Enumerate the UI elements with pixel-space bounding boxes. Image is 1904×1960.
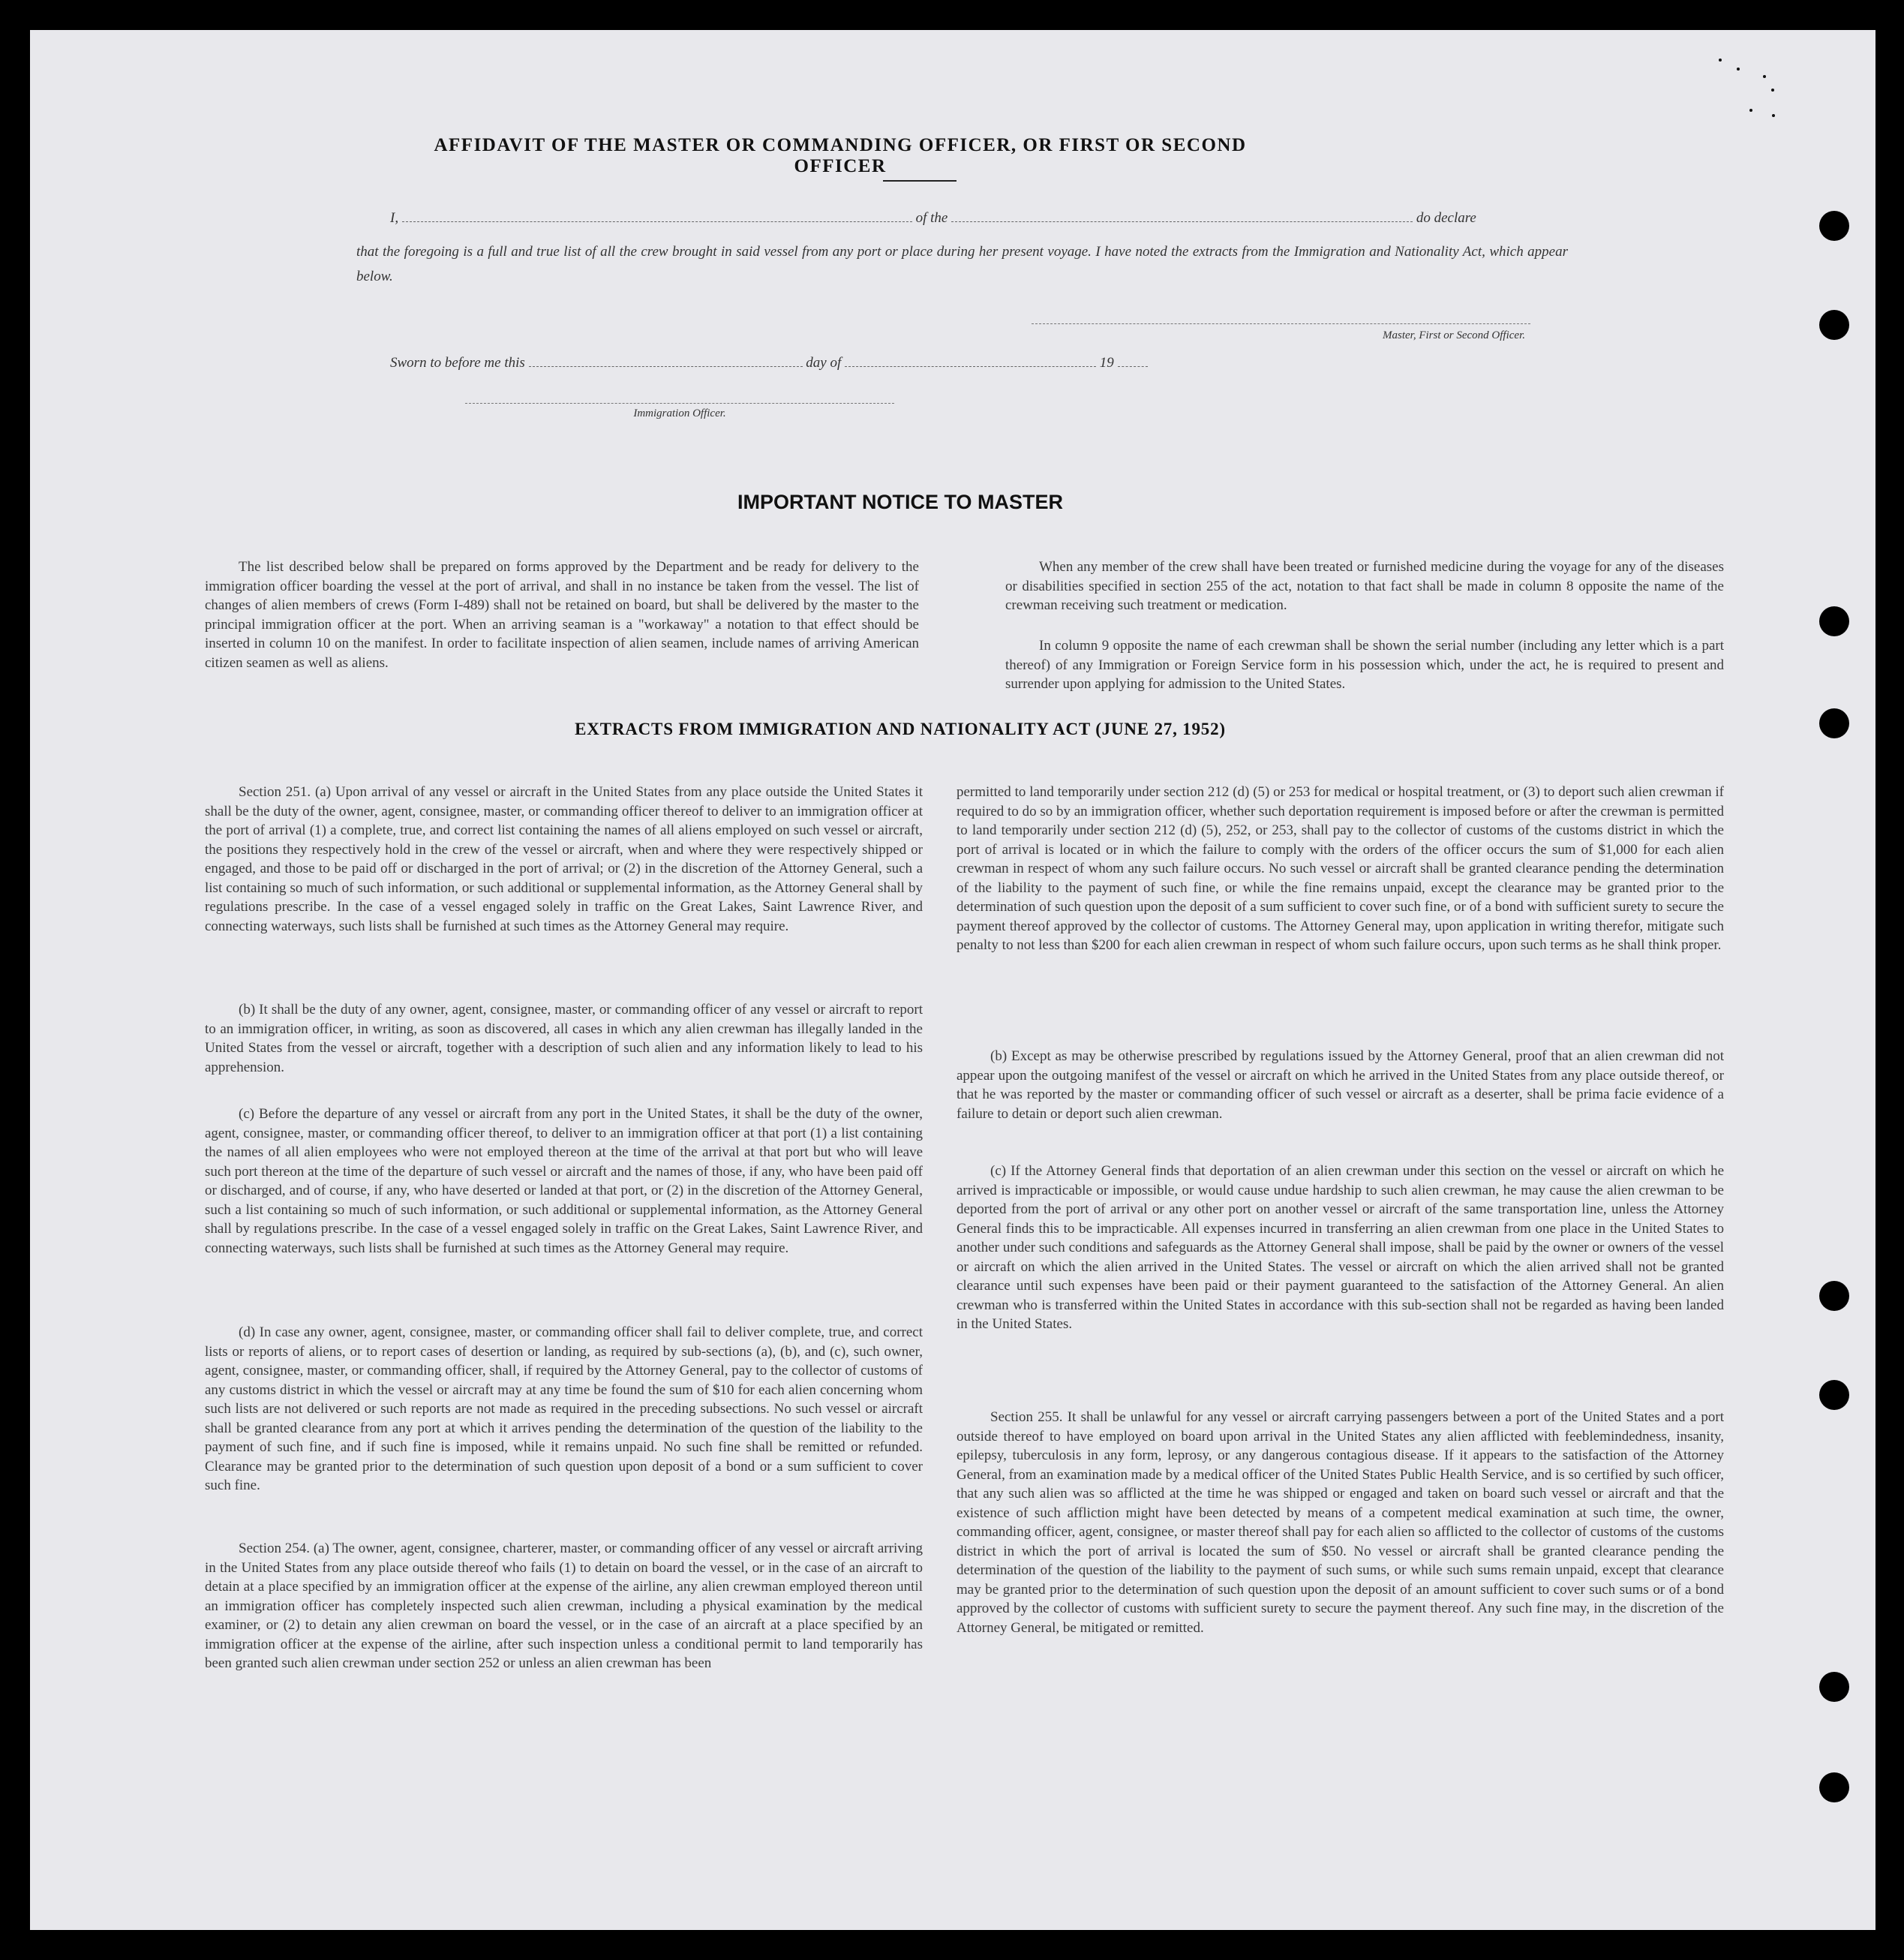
extracts-title: EXTRACTS FROM IMMIGRATION AND NATIONALITY ACT (JUNE 27, 1952) <box>575 720 1226 738</box>
section-254-c: (c) If the Attorney General finds that deportation of an alien crewman under this section on the vessel or aircraft on which he arrived is impracticable or impossible, or would cause undue hardship to such alien crewman, he may cause the alien crewman to be deported from the port of arrival or any other port on another vessel or aircraft of the same transportation line, unless the Attorney General finds this to be impracticable. All expenses incurred in transferring an alien crewman from one place in the United States to another under such conditions and safeguards as the Attorney General shall impose, shall be paid by the owner or owners of the vessel or aircraft on which the alien arrived in the United States. The vessel or aircraft on which the alien arrived shall not be granted clearance until such expenses have been paid or their payment guaranteed to the satisfaction of the Attorney General. An alien crewman who is transferred within the United States in accordance with this sub-section shall not be regarded as having been landed in the United States. <box>957 1163 1724 1332</box>
master-signature-line[interactable] <box>1032 323 1530 324</box>
scan-speck <box>1749 109 1752 112</box>
scan-speck <box>1772 114 1775 117</box>
binder-hole <box>1819 1772 1849 1802</box>
notice-paragraph: The list described below shall be prepared on forms approved by the Department and be ready for delivery to the immigration officer boarding the vessel at the port of arrival, and shall in no instance be taken from the vessel. The list of changes of alien members of crews (Form I-489) shall not be retained on board, but shall be delivered by the master to the principal immigration officer at the port. When an arriving seaman is a "workaway" a notation to that effect should be inserted in column 10 on the manifest. In order to facilitate inspection of alien seamen, include names of arriving American citizen seamen as well as aliens. <box>205 559 919 671</box>
document-page <box>30 30 1875 1930</box>
name-blank[interactable] <box>402 211 912 222</box>
declaration-text: that the foregoing is a full and true list of all the crew brought in said vessel from any port or place during her present voyage. I have noted the extracts from the Immigration and Nationality Act, which appear below. <box>356 244 1568 284</box>
sworn-line <box>390 355 1148 371</box>
section-254-a: Section 254. (a) The owner, agent, consignee, charterer, master, or commanding officer of any vessel or aircraft arriving in the United States from any place outside thereof who fails (1) to detain on board the vessel, or in the case of an aircraft to detain at a place specified by an immigration officer at the expense of the airline, any alien crewman employed thereon until an immigration officer has completely inspected such alien crewman, including a physical examination by the medical examiner, or (2) to detain any alien crewman on board the vessel, or in the case of an aircraft at a place specified by an immigration officer at the expense of the airline, after such inspection unless a conditional permit to land temporarily has been granted such alien crewman under section 252 or unless an alien crewman has been <box>205 1541 923 1671</box>
section-251-d: (d) In case any owner, agent, consignee, master, or commanding officer shall fail to deliver complete, true, and correct lists or reports of aliens, or to report cases of desertion or landing, as required by sub-sections (a), (b), and (c), such owner, agent, consignee, master, or commanding officer, shall, if required by the Attorney General, pay to the collector of customs of any customs district in which the vessel or aircraft may at any time be found the sum of $10 for each alien concerning whom such lists are not delivered or such reports are not made as required in the preceding subsections. No such vessel or aircraft shall be granted clearance from any port at which it arrives pending the determination of the question of the liability to the payment of such fine, and if such fine is imposed, while it remains unpaid. No such fine shall be remitted or refunded. Clearance may be granted prior to the determination of such question upon deposit of a bond or a sum sufficient to cover such fine. <box>205 1324 923 1493</box>
day-blank[interactable] <box>529 356 803 367</box>
sworn-label: Sworn to before me this <box>390 355 525 371</box>
binder-hole <box>1819 708 1849 738</box>
notice-paragraph: In column 9 opposite the name of each crewman shall be shown the serial number (including any letter which is a part thereof) of any Immigration or Foreign Service form in his possession which, under the act, he is required to present and surrender upon applying for admission to the United States. <box>1005 638 1724 692</box>
binder-hole <box>1819 1380 1849 1410</box>
binder-hole <box>1819 1281 1849 1311</box>
section-255: Section 255. It shall be unlawful for any vessel or aircraft carrying passengers between a port of the United States and a port outside thereof to have employed on board upon arrival in the United States any alien afflicted with feeblemindedness, insanity, epilepsy, tuberculosis in any form, leprosy, or any dangerous contagious disease. If it appears to the satisfaction of the Attorney General, from an examination made by a medical officer of the United States Public Health Service, and is so certified by such officer, that any such alien was so afflicted at the time he was shipped or engaged and taken on board such vessel or aircraft and that the existence of such affliction might have been detected by means of a competent medical examination at such time, the owner, commanding officer, agent, consignee, or master thereof shall pay for each alien so afflicted to the collector of customs of the customs district in which the port of arrival is located the sum of $50. No vessel or aircraft shall be granted clearance pending the determination of the question of the liability to the payment of such sums, or while such sums remain unpaid, except that clearance may be granted prior to the determination of such question upon the deposit of an amount sufficient to cover such sums or of a bond approved by the collector of customs with sufficient surety to secure the payment thereof. Any such fine may, in the discretion of the Attorney General, be mitigated or remitted. <box>957 1409 1724 1636</box>
scan-speck <box>1719 59 1722 62</box>
immigration-officer-signature-line[interactable] <box>465 403 894 404</box>
notice-title: IMPORTANT NOTICE TO MASTER <box>737 491 1063 513</box>
month-blank[interactable] <box>845 356 1096 367</box>
scan-speck <box>1737 68 1740 71</box>
i-label: I, <box>390 210 399 226</box>
binder-hole <box>1819 310 1849 340</box>
year-prefix: 19 <box>1099 355 1114 371</box>
binder-hole <box>1819 606 1849 636</box>
scan-speck <box>1763 75 1766 78</box>
section-251-a: Section 251. (a) Upon arrival of any vessel or aircraft in the United States from any place outside the United States it shall be the duty of the owner, agent, consignee, master, or commanding officer thereof to deliver to an immigration officer at the port of arrival (1) a complete, true, and correct list containing the names of all aliens employed on such vessel or aircraft, the positions they respectively hold in the crew of the vessel or aircraft, when and where they were respectively shipped or engaged, and those to be paid off or discharged in the port of arrival; or (2) in the discretion of the Attorney General, such a list containing so much of such information, or such additional or supplemental information, as the Attorney General shall by regulations prescribe. In the case of a vessel engaged solely in traffic on the Great Lakes, Saint Lawrence River, and connecting waterways, such lists shall be furnished at such times as the Attorney General may require. <box>205 784 923 934</box>
binder-hole <box>1819 211 1849 241</box>
notice-paragraph: When any member of the crew shall have been treated or furnished medicine during the voyage for any of the diseases or disabilities specified in section 255 of the act, notation to that fact shall be made in column 8 opposite the name of the crewman receiving such treatment or medication. <box>1005 559 1724 613</box>
of-the-label: of the <box>915 210 948 226</box>
section-251-c: (c) Before the departure of any vessel or aircraft from any port in the United States, it shall be the duty of the owner, agent, consignee, master, or commanding officer thereof, to deliver to an immigration officer at that port (1) a list containing the names of all alien employees who were not employed thereon at the time of the arrival at that port but who will leave such port thereon at the time of the departure of such vessel or aircraft and the names of those, if any, who have been paid off or discharged, and of course, if any, who have deserted or landed at that port, or (2) in the discretion of the Attorney General, such a list containing so much of such information, or such additional or supplemental information, as the Attorney General shall by regulations prescribe. In the case of a vessel engaged solely in traffic on the Great Lakes, Saint Lawrence River, and connecting waterways, such lists shall be furnished at such times as the Attorney General may require. <box>205 1106 923 1256</box>
vessel-blank[interactable] <box>951 211 1413 222</box>
title-rule <box>883 180 957 182</box>
binder-hole <box>1819 1672 1849 1702</box>
do-declare-label: do declare <box>1416 210 1476 226</box>
scan-speck <box>1771 89 1774 92</box>
declaration-blanks <box>390 210 1568 227</box>
day-of-label: day of <box>806 355 842 371</box>
section-254-a-continued: permitted to land temporarily under section 212 (d) (5) or 253 for medical or hospital treatment, or (3) to deport such alien crewman if required to do so by an immigration officer, whether such deportation requirement is imposed before or after the crewman is permitted to land temporarily under section 212 (d) (5), 252, or 253, shall pay to the collector of customs of the customs district in which the port of arrival is located or in which the failure to comply with the orders of the officer occurs the sum of $1,000 for each alien crewman in respect of whom any such failure occurs. No such vessel or aircraft shall be granted clearance pending the determination of the liability to the payment of such fine, or while the fine remains unpaid, except the clearance may be granted prior to the determination of such question upon the deposit of a sum sufficient to cover such fine, or of a bond with sufficient surety to secure the payment thereof approved by the collector of customs. The Attorney General may, upon application in writing therefor, mitigate such penalty to not less than $200 for each alien crewman in respect of whom such failure occurs, upon such terms as he shall think proper. <box>957 784 1724 953</box>
section-251-b: (b) It shall be the duty of any owner, agent, consignee, master, or commanding officer of any vessel or aircraft to report to an immigration officer, in writing, as soon as discovered, all cases in which any alien crewman has illegally landed in the United States from the vessel or aircraft, together with a description of such alien and any information likely to lead to his apprehension. <box>205 1002 923 1075</box>
immigration-officer-label: Immigration Officer. <box>633 407 726 419</box>
master-signature-label: Master, First or Second Officer. <box>1383 329 1525 341</box>
section-254-b: (b) Except as may be otherwise prescribed by regulations issued by the Attorney General, proof that an alien crewman did not appear upon the outgoing manifest of the vessel or aircraft on which he arrived in the United States from any place outside thereof, or that he was reported by the master or commanding officer of such vessel or aircraft as a deserter, shall be prima facie evidence of a failure to detain or deport such alien crewman. <box>957 1048 1724 1122</box>
year-blank[interactable] <box>1118 356 1148 367</box>
affidavit-title: AFFIDAVIT OF THE MASTER OR COMMANDING OFFICER, OR FIRST OR SECOND OFFICER <box>434 135 1247 176</box>
